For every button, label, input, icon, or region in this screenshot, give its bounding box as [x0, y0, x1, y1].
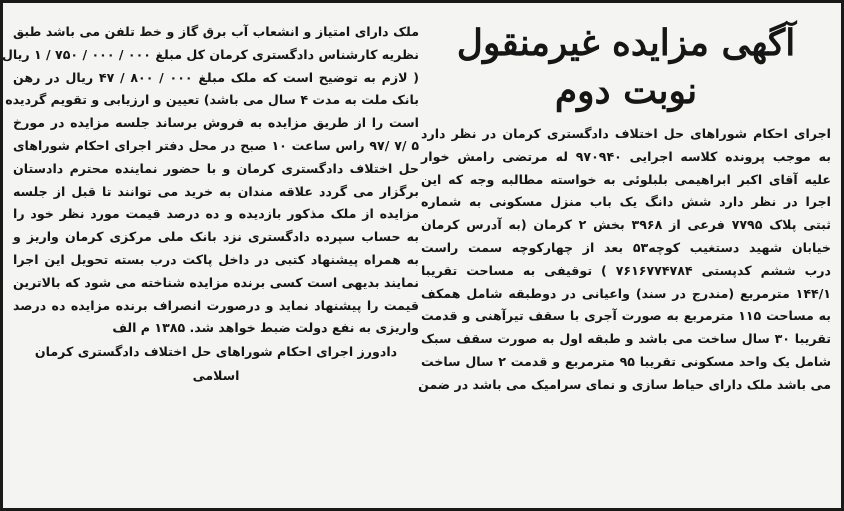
- notice-text-line: به همراه پیشنهاد کتبی در داخل پاکت درب بسته تحویل این اجرا: [13, 251, 419, 267]
- notice-text-line: ۵ /۷ /۹۷ راس ساعت ۱۰ صبح در محل دفتر اجرای احکام شوراهای: [13, 137, 420, 153]
- notice-text-line: واریزی به نفع دولت ضبط خواهد شد. ۱۳۸۵ م الف: [112, 320, 419, 336]
- notice-text-line: برگزار می گردد علاقه مندان به خرید می توانند تا قبل از جلسه: [13, 183, 419, 199]
- notice-text-line: قیمت را پیشنهاد نماید و درصورت انصراف برنده مزایده ده درصد: [13, 297, 419, 313]
- notice-right-column: [418, 21, 831, 397]
- notice-left-column: [1, 21, 420, 388]
- notice-text-line: تقریبا ۳۰ سال ساخت می باشد و طبقه اول به صورت سقف سبک: [421, 331, 831, 347]
- notice-text-line: است را از طریق مزایده به فروش برساند جلسه مزایده در مورخ: [13, 115, 419, 131]
- notice-text-line: نمایند بدیهی است کسی برنده مزایده شناخته می شود که بالاترین: [13, 274, 419, 290]
- notice-text-line: حل اختلاف دادگستری کرمان و با حضور نماینده محترم دادستان: [13, 160, 419, 176]
- notice-text-line: ملک دارای امتیاز و انشعاب آب برق گاز و خط تلفن می باشد طبق: [13, 24, 419, 39]
- notice-text-line: بانک ملت به مدت ۴ سال می باشد) تعیین و ارزیابی و تقویم گردیده: [5, 92, 419, 108]
- notice-text-line: به مساحت ۱۱۵ مترمربع به صورت آجری با سقف تیرآهنی و قدمت: [421, 308, 831, 324]
- notice-text-line: نظریه کارشناس دادگستری کرمان کل مبلغ ۰۰۰ / ۰۰۰ / ۷۵۰ / ۱ ریال: [1, 46, 419, 62]
- notice-text-line: ثبتی پلاک ۷۷۹۵ فرعی از ۳۹۶۸ بخش ۲ کرمان (به آدرس کرمان: [421, 217, 831, 233]
- notice-title: آگهی مزایده غیرمنقول: [456, 22, 796, 64]
- notice-text-line: به موجب پرونده کلاسه اجرایی ۹۷۰۹۴۰ له مرتضی رامش خوار: [421, 148, 831, 164]
- notice-text-line: ۱۴۴/۱ مترمربع (مندرج در سند) واعیانی در دوطبقه شامل همکف: [421, 285, 831, 301]
- notice-text-line: درب ششم کدپستی ۷۶۱۶۷۷۴۷۸۴ ) توقیفی به مساحت تقریبا: [421, 262, 831, 278]
- notice-text-line: شامل یک واحد مسکونی تقریبا ۹۵ مترمربع و قدمت ۲ سال ساخت: [421, 353, 831, 369]
- notice-text-line: به حساب سپرده دادگستری نزد بانک ملی مرکزی کرمان واریز و: [13, 229, 419, 245]
- notice-text-line: می باشد ملک دارای حیاط سازی و نمای سرامیک می باشد در ضمن: [418, 376, 831, 392]
- notice-text-line: اجرای احکام شوراهای حل اختلاف دادگستری کرمان در نظر دارد: [421, 126, 831, 141]
- notice-subtitle: نوبت دوم: [554, 70, 698, 112]
- notice-text-line: مزایده از ملک مذکور بازدیده و ده درصد قیمت مورد نظر خود را: [13, 206, 419, 222]
- notice-text-line: خیابان شهید دستغیب کوچه۵۳ بعد از چهارکوچه سمت راست: [421, 239, 831, 255]
- signature-name: اسلامی: [192, 368, 240, 384]
- signature-line: دادورز اجرای احکام شوراهای حل اختلاف دادگستری کرمان: [34, 344, 398, 360]
- notice-text-line: علیه آقای اکبر ابراهیمی بلبلوئی به خواسته مطالبه وجه که این: [421, 171, 831, 187]
- notice-text-line: اجرا در نظر دارد شش دانگ یک باب منزل مسکونی به شماره: [421, 194, 831, 210]
- notice-text-line: ( لازم به توضیح است که ملک مبلغ ۰۰۰ / ۸۰۰ / ۴۷ ریال در رهن: [13, 69, 420, 85]
